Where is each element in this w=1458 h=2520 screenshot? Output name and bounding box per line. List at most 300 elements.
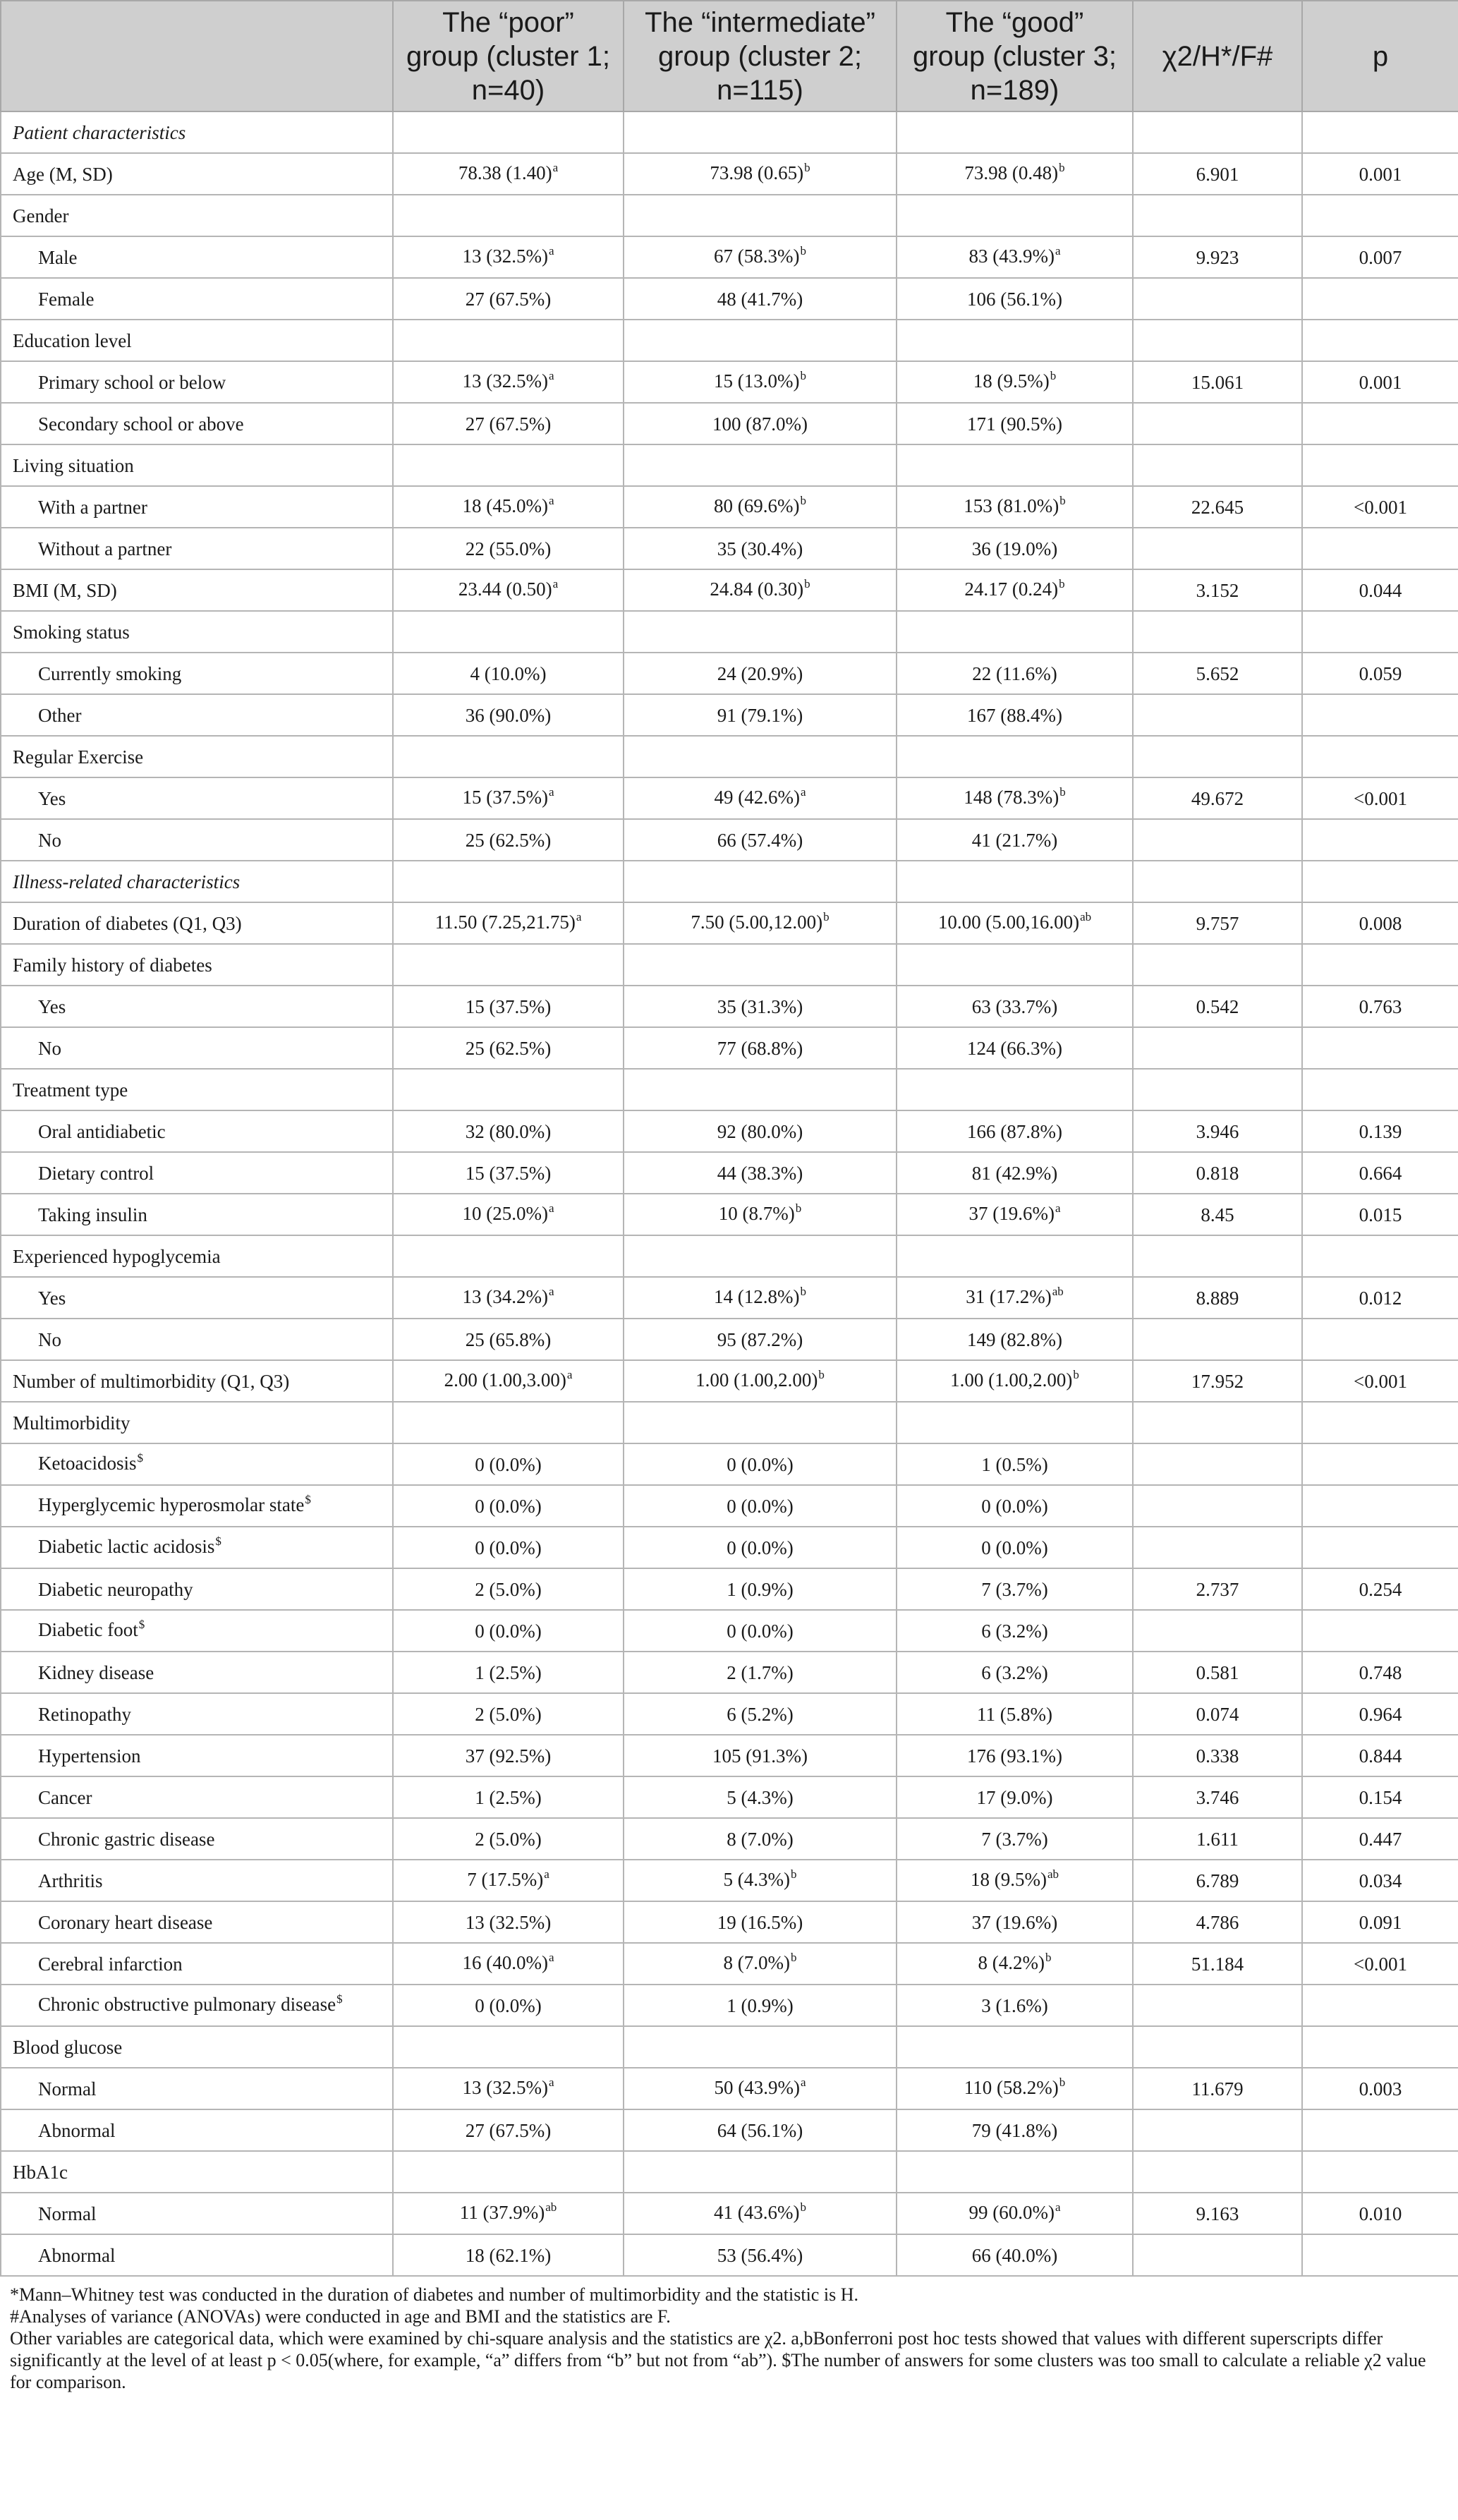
good-value: 148 (78.3%)	[964, 786, 1059, 808]
row-label-text: BMI (M, SD)	[13, 579, 117, 601]
significance-superscript: b	[1059, 160, 1065, 174]
row-label-text: No	[38, 1037, 61, 1059]
poor-value-cell	[393, 986, 624, 1027]
p-value-cell	[1302, 2193, 1458, 2234]
poor-value-cell	[393, 1402, 624, 1443]
poor-value-cell	[393, 2068, 624, 2109]
p-value-cell	[1302, 1943, 1458, 1985]
poor-value: 13 (34.2%)	[462, 1285, 548, 1307]
row-label-text: Kidney disease	[38, 1661, 154, 1683]
intermediate-value-cell	[624, 1735, 897, 1776]
statistic-value-cell	[1133, 528, 1302, 569]
significance-superscript: b	[1050, 368, 1057, 382]
statistic-value-cell	[1133, 861, 1302, 902]
significance-superscript: a	[548, 2075, 554, 2089]
intermediate-value: 64 (56.1%)	[717, 2119, 803, 2141]
p-value-cell	[1302, 902, 1458, 944]
significance-superscript: b	[1059, 576, 1065, 590]
row-label	[1, 694, 393, 736]
row-label	[1, 1985, 393, 2026]
p-value-cell	[1302, 1069, 1458, 1110]
poor-value: 0 (0.0%)	[475, 1453, 542, 1475]
good-value-cell	[897, 195, 1133, 236]
intermediate-value-cell	[624, 1402, 897, 1443]
row-label-text: Diabetic lactic acidosis	[38, 1535, 215, 1557]
p-value-cell	[1302, 1360, 1458, 1402]
poor-value-cell	[393, 320, 624, 361]
row-label	[1, 1527, 393, 1568]
good-value: 63 (33.7%)	[971, 995, 1058, 1017]
row-label-text: Blood glucose	[13, 2036, 123, 2058]
statistic-value-cell	[1133, 1110, 1302, 1152]
poor-value: 23.44 (0.50)	[458, 578, 552, 600]
significance-superscript: b	[823, 909, 830, 923]
row-label-text: Abnormal	[38, 2244, 116, 2266]
table-row	[1, 986, 1458, 1027]
p-value: 0.003	[1359, 2078, 1402, 2100]
intermediate-value: 100 (87.0%)	[712, 413, 808, 435]
intermediate-value-cell	[624, 1443, 897, 1485]
statistic-value-cell	[1133, 236, 1302, 278]
p-value-cell	[1302, 1152, 1458, 1194]
statistic-value-cell	[1133, 2068, 1302, 2109]
row-label-text: Age (M, SD)	[13, 163, 113, 185]
table-row	[1, 1194, 1458, 1235]
row-label	[1, 653, 393, 694]
table-row	[1, 819, 1458, 861]
good-value-cell	[897, 902, 1133, 944]
row-label-text: Chronic gastric disease	[38, 1828, 215, 1850]
good-value-cell	[897, 528, 1133, 569]
poor-value: 2 (5.0%)	[475, 1828, 542, 1850]
good-value-cell	[897, 694, 1133, 736]
poor-value: 18 (62.1%)	[465, 2244, 552, 2266]
good-value-cell	[897, 1152, 1133, 1194]
row-label-text: Duration of diabetes (Q1, Q3)	[13, 912, 242, 934]
row-label-text: Oral antidiabetic	[38, 1120, 166, 1142]
poor-value-cell	[393, 1652, 624, 1693]
row-label-text: No	[38, 829, 61, 851]
good-value: 110 (58.2%)	[964, 2076, 1059, 2098]
table-footnotes	[0, 2277, 1458, 2393]
table-row	[1, 1152, 1458, 1194]
significance-superscript: b	[800, 368, 806, 382]
statistic-value-cell	[1133, 1235, 1302, 1277]
significance-superscript: a	[552, 576, 559, 590]
p-value: <0.001	[1354, 1953, 1407, 1975]
row-label-text: Ketoacidosis	[38, 1452, 137, 1474]
intermediate-value-cell	[624, 1485, 897, 1527]
significance-superscript: a	[548, 368, 554, 382]
intermediate-value-cell	[624, 1943, 897, 1985]
good-value: 6 (3.2%)	[981, 1661, 1048, 1683]
good-value-cell	[897, 2234, 1133, 2276]
row-label	[1, 1443, 393, 1485]
statistic-value-cell	[1133, 278, 1302, 320]
p-value: 0.007	[1359, 246, 1402, 268]
row-label	[1, 736, 393, 777]
poor-value-cell	[393, 1527, 624, 1568]
row-label-text: Patient characteristics	[13, 121, 186, 143]
good-value: 18 (9.5%)	[970, 1868, 1047, 1890]
good-value-cell	[897, 819, 1133, 861]
statistic-value-cell	[1133, 1860, 1302, 1901]
statistic-value-cell	[1133, 819, 1302, 861]
significance-superscript: b	[800, 1284, 806, 1298]
p-value: 0.091	[1359, 1911, 1402, 1933]
p-value: 0.254	[1359, 1578, 1402, 1600]
significance-superscript: ab	[1052, 1284, 1064, 1298]
section-row	[1, 861, 1458, 902]
p-value-cell	[1302, 1776, 1458, 1818]
row-label	[1, 1568, 393, 1610]
good-value: 0 (0.0%)	[981, 1495, 1048, 1517]
row-label-text: Abnormal	[38, 2119, 116, 2141]
intermediate-value-cell	[624, 236, 897, 278]
header-variable	[1, 1, 393, 111]
statistic-value: 0.581	[1196, 1661, 1239, 1683]
row-label	[1, 1027, 393, 1069]
group-row	[1, 944, 1458, 986]
statistic-value-cell	[1133, 653, 1302, 694]
table-row	[1, 1943, 1458, 1985]
good-value: 1 (0.5%)	[981, 1453, 1048, 1475]
intermediate-value-cell	[624, 1985, 897, 2026]
p-value: 0.748	[1359, 1661, 1402, 1683]
label-superscript: $	[138, 1617, 145, 1631]
table-row	[1, 1319, 1458, 1360]
row-label	[1, 902, 393, 944]
header-poor-group: The “poor” group (cluster 1; n=40)	[393, 1, 624, 111]
row-label	[1, 944, 393, 986]
row-label	[1, 528, 393, 569]
good-value-cell	[897, 1735, 1133, 1776]
poor-value: 36 (90.0%)	[465, 704, 552, 726]
good-value-cell	[897, 320, 1133, 361]
poor-value-cell	[393, 278, 624, 320]
significance-superscript: a	[800, 2075, 806, 2089]
group-row	[1, 320, 1458, 361]
intermediate-value: 19 (16.5%)	[717, 1911, 803, 1933]
intermediate-value: 95 (87.2%)	[717, 1328, 803, 1350]
good-value: 6 (3.2%)	[981, 1620, 1048, 1642]
table-row	[1, 403, 1458, 444]
good-value: 1.00 (1.00,2.00)	[950, 1369, 1073, 1391]
row-label	[1, 2026, 393, 2068]
statistic-value: 3.946	[1196, 1120, 1239, 1142]
section-row	[1, 111, 1458, 153]
significance-superscript: a	[576, 909, 582, 923]
good-value: 166 (87.8%)	[967, 1120, 1062, 1142]
poor-value: 13 (32.5%)	[462, 2076, 548, 2098]
intermediate-value: 5 (4.3%)	[727, 1786, 794, 1808]
p-value: 0.044	[1359, 579, 1402, 601]
table-row	[1, 569, 1458, 611]
statistic-value: 3.746	[1196, 1786, 1239, 1808]
intermediate-value-cell	[624, 153, 897, 195]
intermediate-value-cell	[624, 1152, 897, 1194]
intermediate-value: 92 (80.0%)	[717, 1120, 803, 1142]
poor-value: 0 (0.0%)	[475, 1620, 542, 1642]
significance-superscript: a	[1055, 243, 1061, 258]
p-value-cell	[1302, 777, 1458, 819]
poor-value-cell	[393, 1027, 624, 1069]
table-row	[1, 1277, 1458, 1319]
intermediate-value: 0 (0.0%)	[727, 1620, 794, 1642]
group-row	[1, 1235, 1458, 1277]
intermediate-value-cell	[624, 1901, 897, 1943]
poor-value: 15 (37.5%)	[462, 786, 548, 808]
p-value: 0.008	[1359, 912, 1402, 934]
good-value-cell	[897, 361, 1133, 403]
significance-superscript: b	[1045, 1950, 1052, 1964]
row-label	[1, 320, 393, 361]
group-row	[1, 195, 1458, 236]
poor-value-cell	[393, 2234, 624, 2276]
row-label-text: Other	[38, 704, 82, 726]
p-value-cell	[1302, 861, 1458, 902]
table-row	[1, 1985, 1458, 2026]
intermediate-value-cell	[624, 2193, 897, 2234]
row-label	[1, 1693, 393, 1735]
intermediate-value: 8 (7.0%)	[723, 1951, 790, 1973]
poor-value-cell	[393, 2193, 624, 2234]
row-label-text: Experienced hypoglycemia	[13, 1245, 221, 1267]
significance-superscript: ab	[545, 2200, 557, 2214]
good-value: 11 (5.8%)	[977, 1703, 1052, 1725]
table-row	[1, 528, 1458, 569]
p-value-cell	[1302, 361, 1458, 403]
poor-value: 15 (37.5%)	[465, 1162, 552, 1184]
good-value: 37 (19.6%)	[968, 1202, 1055, 1224]
statistic-value: 4.786	[1196, 1911, 1239, 1933]
p-value-cell	[1302, 195, 1458, 236]
poor-value: 27 (67.5%)	[465, 288, 552, 310]
p-value-cell	[1302, 2109, 1458, 2151]
row-label-text: Multimorbidity	[13, 1412, 130, 1434]
intermediate-value: 66 (57.4%)	[717, 829, 803, 851]
significance-superscript: b	[800, 493, 806, 507]
table-row	[1, 653, 1458, 694]
statistic-value: 51.184	[1191, 1953, 1244, 1975]
intermediate-value: 5 (4.3%)	[723, 1868, 790, 1890]
row-label	[1, 2109, 393, 2151]
good-value-cell	[897, 1610, 1133, 1652]
significance-superscript: b	[790, 1950, 797, 1964]
good-value-cell	[897, 1027, 1133, 1069]
good-value-cell	[897, 1527, 1133, 1568]
poor-value: 2.00 (1.00,3.00)	[444, 1369, 566, 1391]
p-value-cell	[1302, 1527, 1458, 1568]
statistic-value-cell	[1133, 1319, 1302, 1360]
row-label-text: Hypertension	[38, 1745, 141, 1767]
poor-value-cell	[393, 1985, 624, 2026]
group-row	[1, 2026, 1458, 2068]
footnote-anova: #Analyses of variance (ANOVAs) were conducted in age and BMI and the statistics are F.	[10, 2306, 671, 2327]
p-value-cell	[1302, 819, 1458, 861]
poor-value: 13 (32.5%)	[462, 245, 548, 267]
header-good-group: The “good” group (cluster 3; n=189)	[897, 1, 1133, 111]
intermediate-value: 15 (13.0%)	[714, 370, 800, 392]
p-value: <0.001	[1354, 1370, 1407, 1392]
intermediate-value: 0 (0.0%)	[727, 1495, 794, 1517]
row-label-text: Taking insulin	[38, 1204, 147, 1225]
intermediate-value: 6 (5.2%)	[727, 1703, 794, 1725]
poor-value: 13 (32.5%)	[465, 1911, 552, 1933]
p-value-cell	[1302, 1735, 1458, 1776]
good-value-cell	[897, 2151, 1133, 2193]
good-value-cell	[897, 1110, 1133, 1152]
row-label-text: Male	[38, 246, 78, 268]
intermediate-value-cell	[624, 1069, 897, 1110]
statistic-value-cell	[1133, 694, 1302, 736]
statistic-value-cell	[1133, 611, 1302, 653]
intermediate-value-cell	[624, 1610, 897, 1652]
intermediate-value: 77 (68.8%)	[717, 1037, 803, 1059]
row-label-text: Living situation	[13, 454, 134, 476]
statistic-value-cell	[1133, 2234, 1302, 2276]
label-superscript: $	[137, 1450, 143, 1465]
statistic-value-cell	[1133, 1527, 1302, 1568]
intermediate-value-cell	[624, 694, 897, 736]
poor-value-cell	[393, 1235, 624, 1277]
good-value-cell	[897, 1693, 1133, 1735]
table-row	[1, 902, 1458, 944]
good-value: 7 (3.7%)	[981, 1828, 1048, 1850]
poor-value-cell	[393, 944, 624, 986]
significance-superscript: a	[800, 785, 806, 799]
statistic-value-cell	[1133, 986, 1302, 1027]
p-value-cell	[1302, 736, 1458, 777]
statistic-value-cell	[1133, 2026, 1302, 2068]
good-value-cell	[897, 1277, 1133, 1319]
intermediate-value-cell	[624, 361, 897, 403]
good-value-cell	[897, 1943, 1133, 1985]
group-row	[1, 2151, 1458, 2193]
p-value: 0.139	[1359, 1120, 1402, 1142]
statistic-value-cell	[1133, 195, 1302, 236]
statistic-value-cell	[1133, 486, 1302, 528]
good-value: 0 (0.0%)	[981, 1537, 1048, 1558]
poor-value: 7 (17.5%)	[467, 1868, 544, 1890]
statistic-value-cell	[1133, 1818, 1302, 1860]
statistic-value: 17.952	[1191, 1370, 1244, 1392]
intermediate-value: 53 (56.4%)	[717, 2244, 803, 2266]
intermediate-value-cell	[624, 1194, 897, 1235]
p-value-cell	[1302, 986, 1458, 1027]
row-label	[1, 486, 393, 528]
intermediate-value: 0 (0.0%)	[727, 1537, 794, 1558]
intermediate-value-cell	[624, 902, 897, 944]
p-value-cell	[1302, 1985, 1458, 2026]
poor-value-cell	[393, 195, 624, 236]
statistic-value: 9.923	[1196, 246, 1239, 268]
significance-superscript: ab	[1047, 1867, 1059, 1881]
table-row	[1, 1776, 1458, 1818]
row-label-text: Gender	[13, 205, 69, 226]
significance-superscript: a	[544, 1867, 549, 1881]
p-value-cell	[1302, 2151, 1458, 2193]
good-value-cell	[897, 1443, 1133, 1485]
table-header-row	[1, 1, 1458, 111]
row-label-text: Number of multimorbidity (Q1, Q3)	[13, 1370, 290, 1392]
poor-value-cell	[393, 486, 624, 528]
good-value: 36 (19.0%)	[971, 538, 1058, 559]
table-row	[1, 1735, 1458, 1776]
table-row	[1, 1818, 1458, 1860]
row-label	[1, 2234, 393, 2276]
good-value-cell	[897, 944, 1133, 986]
p-value-cell	[1302, 278, 1458, 320]
poor-value: 1 (2.5%)	[475, 1786, 542, 1808]
table-row	[1, 1860, 1458, 1901]
significance-superscript: a	[566, 1367, 573, 1381]
significance-superscript: a	[548, 493, 554, 507]
p-value: 0.154	[1359, 1786, 1402, 1808]
row-label	[1, 819, 393, 861]
row-label	[1, 1069, 393, 1110]
table-row	[1, 1693, 1458, 1735]
statistic-value: 0.818	[1196, 1162, 1239, 1184]
row-label	[1, 1319, 393, 1360]
significance-superscript: a	[1055, 2200, 1061, 2214]
statistic-value-cell	[1133, 569, 1302, 611]
intermediate-value: 2 (1.7%)	[727, 1661, 794, 1683]
good-value-cell	[897, 2193, 1133, 2234]
good-value: 18 (9.5%)	[973, 370, 1050, 392]
statistic-value-cell	[1133, 1027, 1302, 1069]
group-row	[1, 1402, 1458, 1443]
poor-value-cell	[393, 403, 624, 444]
statistic-value-cell	[1133, 2109, 1302, 2151]
intermediate-value-cell	[624, 1652, 897, 1693]
good-value-cell	[897, 2026, 1133, 2068]
p-value-cell	[1302, 1610, 1458, 1652]
good-value: 22 (11.6%)	[972, 662, 1057, 684]
footnote-chi-square: Other variables are categorical data, which were examined by chi-square analysis and the statistics are χ2. a,bBonferroni post hoc tests showed that values with different superscripts differ significantly at the level of at least p < 0.05(where, for example, “a” differs from “b” but not from “ab”). $The number of answers for some clusters was too small to calculate a reliable χ2 value for comparison.	[10, 2328, 1426, 2392]
significance-superscript: b	[790, 1867, 797, 1881]
row-label-text: No	[38, 1328, 61, 1350]
good-value: 17 (9.0%)	[976, 1786, 1053, 1808]
statistic-value: 5.652	[1196, 662, 1239, 684]
statistic-value-cell	[1133, 1568, 1302, 1610]
p-value-cell	[1302, 1485, 1458, 1527]
p-value-cell	[1302, 1901, 1458, 1943]
intermediate-value: 41 (43.6%)	[714, 2201, 800, 2223]
poor-value: 11.50 (7.25,21.75)	[435, 911, 576, 933]
poor-value: 1 (2.5%)	[475, 1661, 542, 1683]
poor-value: 0 (0.0%)	[475, 1537, 542, 1558]
good-value: 41 (21.7%)	[971, 829, 1058, 851]
good-value-cell	[897, 1069, 1133, 1110]
poor-value-cell	[393, 1776, 624, 1818]
significance-superscript: a	[548, 1201, 554, 1215]
intermediate-value: 14 (12.8%)	[714, 1285, 800, 1307]
intermediate-value: 24.84 (0.30)	[710, 578, 804, 600]
table-row	[1, 777, 1458, 819]
intermediate-value: 1 (0.9%)	[727, 1578, 794, 1600]
statistic-value-cell	[1133, 944, 1302, 986]
statistic-value-cell	[1133, 1610, 1302, 1652]
row-label	[1, 1776, 393, 1818]
good-value-cell	[897, 1485, 1133, 1527]
good-value-cell	[897, 1776, 1133, 1818]
p-value: 0.015	[1359, 1204, 1402, 1225]
poor-value-cell	[393, 2026, 624, 2068]
poor-value-cell	[393, 528, 624, 569]
significance-superscript: b	[800, 2200, 806, 2214]
statistic-value-cell	[1133, 2193, 1302, 2234]
